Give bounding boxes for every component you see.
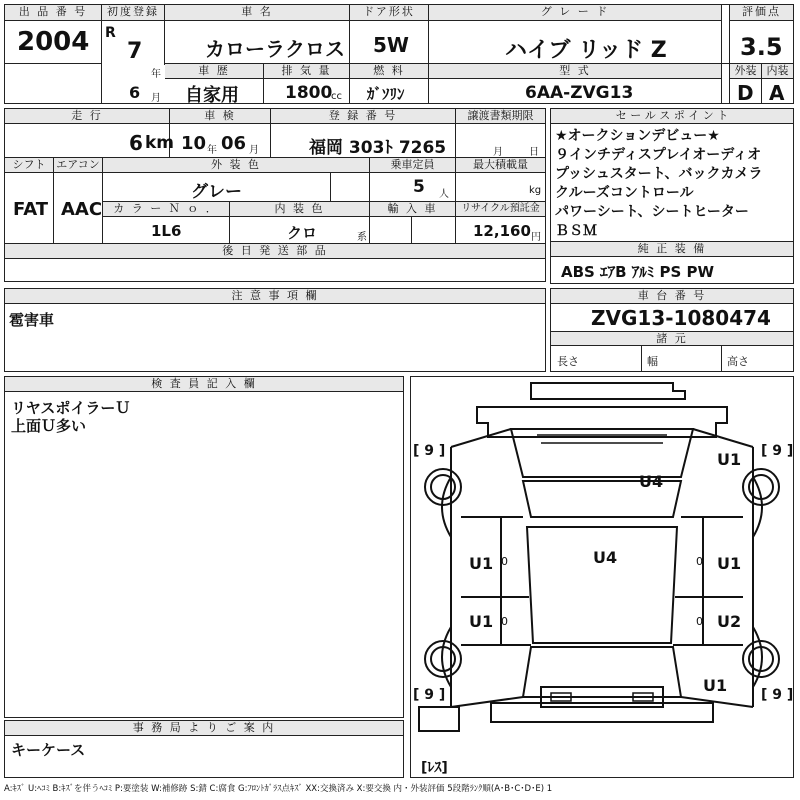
office-box [4, 720, 404, 778]
yen-unit: 円 [531, 232, 541, 243]
roof-outline [527, 527, 677, 643]
mileage-header: 走 行 [5, 109, 169, 124]
registration-header: 登 録 番 号 [271, 109, 455, 124]
int-color: クロ [287, 224, 318, 242]
inspector-header: 検 査 員 記 入 欄 [5, 377, 403, 392]
kg-unit: kg [529, 185, 542, 196]
inspection-year-unit: 年 [207, 145, 217, 156]
mark-roof: U4 [639, 472, 664, 491]
mark-left-front-door: U1 [469, 554, 494, 573]
dim-length: 長さ [557, 355, 579, 368]
sales-point-item: クルーズコントロール [555, 185, 694, 201]
fuel: ｶﾞｿﾘﾝ [367, 85, 405, 103]
registration: 福岡 303ﾄ 7265 [309, 138, 447, 158]
genuine-header: 純 正 装 備 [551, 242, 793, 257]
dimensions-header: 諸 元 [551, 331, 793, 346]
era-mark: R [105, 25, 116, 41]
transfer-doc-header: 譲渡書類期限 [456, 109, 545, 124]
ext-color-header: 外 装 色 [103, 158, 369, 173]
score: 3.5 [740, 33, 783, 61]
color-no-header: カ ラ ー Ｎ ｏ ． [103, 202, 229, 217]
zero-mark-left: 0 [501, 555, 508, 568]
shift-header: シフト [5, 158, 53, 173]
grade-header: グ レ ー ド [429, 5, 721, 21]
displacement: 1800 [285, 83, 333, 103]
genuine-equipment: ABS ｴｱB ｱﾙﾐ PS PW [561, 263, 715, 281]
int-color-header: 内 装 色 [230, 202, 369, 217]
dim-width: 幅 [647, 355, 658, 368]
mark-right-rear-door: U2 [717, 612, 742, 631]
mark-left-rear-door: U1 [469, 612, 494, 631]
history-header: 車 歴 [165, 64, 263, 79]
first-reg-month: 6 [129, 83, 141, 102]
capacity: 5 [413, 177, 425, 197]
inspector-box [4, 376, 404, 718]
model-header: 型 式 [429, 64, 721, 79]
sales-point-list [555, 127, 762, 241]
header-table [4, 4, 794, 104]
doors: 5W [373, 33, 409, 57]
tire-fl-grade: [ 9 ] [413, 443, 446, 459]
inspection-header: 車 検 [170, 109, 270, 124]
doors-header: ドア形状 [350, 5, 428, 21]
inspector-note-1: リヤスポイラーＵ [11, 399, 131, 417]
inspection-month: 06 [221, 133, 247, 154]
month-unit: 月 [151, 93, 161, 104]
capacity-header: 乗車定員 [370, 158, 455, 173]
transfer-month-unit: 月 [493, 147, 503, 158]
model: 6AA-ZVG13 [525, 83, 634, 103]
first-reg-header: 初度登録 [102, 5, 164, 21]
notes-box [4, 288, 546, 372]
recycle: 12,160 [473, 222, 531, 240]
sales-point-item: ★オークションデビュー★ [555, 128, 720, 144]
mark-right-rear-fender: U1 [703, 676, 728, 695]
spare-tire-box [419, 707, 459, 731]
aircon: AAC [61, 199, 103, 220]
tire-fr-grade: [ 9 ] [761, 443, 793, 459]
sales-point-item: パワーシート、シートヒーター [555, 204, 749, 220]
tire-rl-grade: [ 9 ] [413, 687, 446, 703]
int-color-suffix: 系 [357, 232, 367, 243]
zero-mark-left-rear: 0 [501, 615, 508, 628]
exterior-header: 外装 [730, 64, 761, 79]
cc-unit: cc [331, 91, 342, 102]
inspection-month-unit: 月 [249, 145, 259, 156]
grade: ハイブ リッド Z [505, 38, 667, 63]
year-unit: 年 [151, 69, 161, 80]
exterior-score: D [737, 81, 754, 105]
zero-mark-right-rear: 0 [696, 615, 703, 628]
shift: FAT [13, 199, 49, 220]
interior-header: 内装 [762, 64, 793, 79]
sales-point-box [550, 108, 794, 284]
sales-point-item: ＢＳＭ [555, 223, 597, 239]
damage-diagram-box [410, 376, 794, 778]
mark-right-front-fender: U1 [717, 450, 742, 469]
rear-outline [491, 703, 713, 722]
legend: A:ｷｽﾞ U:ﾍｺﾐ B:ｷｽﾞを伴うﾍｺﾐ P:要塗装 W:補修跡 S:錆 C:腐食 G:ﾌﾛﾝﾄｶﾞﾗｽ点ｷｽﾞ XX:交換済み X:要交換 内・外装評価 5段階ﾗﾝｸ順(A･B･C･D･E) 1 [4, 784, 553, 794]
zero-mark-right: 0 [696, 555, 703, 568]
notes-header: 注 意 事 項 欄 [5, 289, 545, 304]
later-parts-header: 後 日 発 送 部 品 [5, 244, 545, 259]
inspection-year: 10 [181, 133, 207, 154]
transfer-day-unit: 日 [529, 147, 539, 158]
car-name-header: 車 名 [165, 5, 349, 21]
sales-point-header: セ ー ル ス ポ イ ン ト [551, 109, 793, 124]
mark-hood: U4 [593, 548, 618, 567]
aircon-header: エアコン [54, 158, 102, 173]
fuel-header: 燃 料 [350, 64, 428, 79]
recycle-header: リサイクル預託金 [456, 202, 545, 217]
office-header: 事 務 局 よ り ご 案 内 [5, 721, 403, 736]
interior-score: A [769, 81, 785, 105]
chassis-header: 車 台 番 号 [551, 289, 793, 304]
tire-rr-grade: [ 9 ] [761, 687, 793, 703]
person-unit: 人 [439, 189, 449, 200]
score-header: 評価点 [730, 5, 793, 21]
notes: 雹害車 [9, 311, 55, 329]
color-no: 1L6 [151, 222, 182, 240]
spare-label: [ﾚｽ] [421, 760, 448, 776]
displacement-header: 排 気 量 [264, 64, 349, 79]
ext-color: グレー [191, 182, 242, 202]
lot-no-header: 出 品 番 号 [5, 5, 101, 21]
sales-point-item: プッシュスタート、バックカメラ [555, 166, 763, 182]
km-unit: km [145, 133, 175, 153]
history: 自家用 [185, 85, 239, 106]
car-name: カローラクロス [205, 37, 345, 61]
chassis-box [550, 288, 794, 372]
vehicle-diagram [411, 377, 793, 777]
vehicle-info-table [4, 108, 546, 282]
front-bumper-outline [531, 383, 685, 399]
mark-right-front-door: U1 [717, 554, 742, 573]
import-header: 輸 入 車 [370, 202, 455, 217]
rear-glass-outline [523, 647, 681, 697]
side-lines [451, 447, 753, 707]
office-note: キーケース [11, 741, 86, 759]
max-load-header: 最大積載量 [456, 158, 545, 173]
mileage: 6 [129, 131, 143, 155]
chassis-no: ZVG13-1080474 [591, 306, 771, 330]
first-reg-year: 7 [127, 39, 143, 64]
dim-height: 高さ [727, 355, 749, 368]
lot-no: 2004 [17, 27, 90, 57]
front-outline [477, 407, 727, 437]
inspector-note-2: 上面Ｕ多い [11, 417, 87, 435]
sales-point-item: ９インチディスプレイオーディオ [555, 147, 762, 163]
